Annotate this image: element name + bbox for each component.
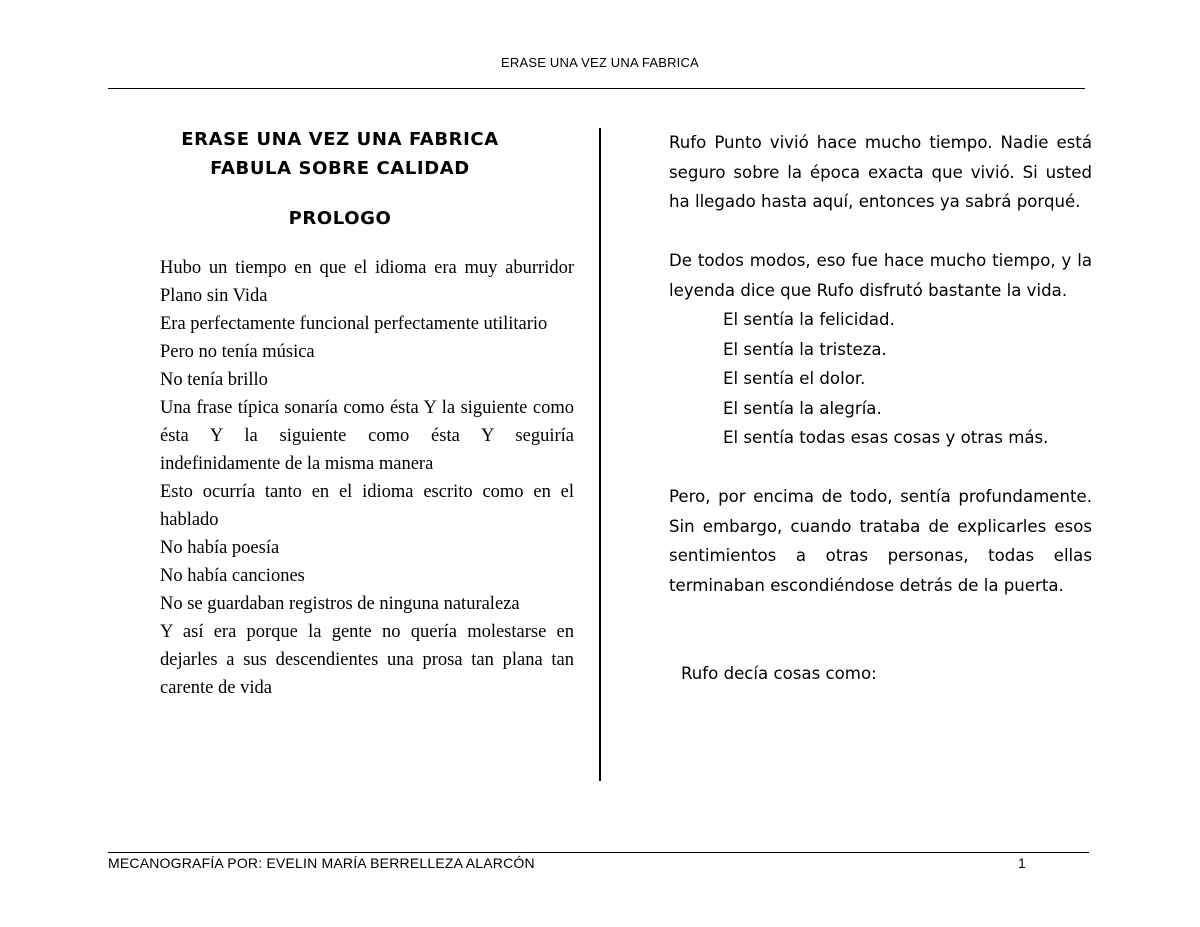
prologo-line: Hubo un tiempo en que el idioma era muy aburridor Plano sin Vida (160, 258, 574, 306)
prologo-line: Esto ocurría tanto en el idioma escrito como en el hablado (160, 482, 574, 530)
prologo-text (160, 254, 574, 702)
feeling-item: El sentía el dolor. (723, 369, 866, 388)
prologo-line: Y así era porque la gente no quería molestarse en dejarles a sus descendientes una prosa tan plana tan carente de vida (160, 622, 574, 698)
page-number: 1 (1018, 855, 1026, 871)
paragraph-legend: De todos modos, eso fue hace mucho tiempo, y la leyenda dice que Rufo disfrutó bastante la vida. (669, 251, 1092, 300)
document-title (160, 125, 520, 183)
running-header: ERASE UNA VEZ UNA FABRICA (501, 55, 699, 70)
prologo-line: Era perfectamente funcional perfectamente utilitario (160, 314, 548, 334)
right-column (669, 128, 1092, 689)
footer-divider (108, 852, 1089, 853)
paragraph-spacer (669, 217, 1092, 247)
prologo-line: No había canciones (160, 566, 305, 586)
prologo-line: Una frase típica sonaría como ésta Y la siguiente como ésta Y la siguiente como ésta Y seguiría indefinidamente de la misma manera (160, 398, 574, 474)
title-line-1: ERASE UNA VEZ UNA FABRICA (181, 129, 499, 150)
feeling-item: El sentía la alegría. (723, 398, 882, 418)
paragraph-spacer (669, 453, 1092, 483)
paragraph-intro: Rufo Punto vivió hace mucho tiempo. Nadie está seguro sobre la época exacta que vivió. Si usted ha llegado hasta aquí, entonces ya sabrá porqué. (669, 133, 1092, 211)
prologo-line: No había poesía (160, 538, 280, 558)
feeling-item: El sentía la felicidad. (723, 310, 895, 329)
prologo-line: No se guardaban registros de ninguna naturaleza (160, 594, 520, 614)
closing-line: Rufo decía cosas como: (681, 664, 877, 683)
prologo-line: No tenía brillo (160, 370, 268, 390)
footer-credit: MECANOGRAFÍA POR: EVELIN MARÍA BERRELLEZA ALARCÓN (108, 855, 535, 871)
feelings-list (669, 305, 1092, 453)
section-heading-prologo: PROLOGO (288, 208, 392, 229)
feeling-item: El sentía la tristeza. (723, 339, 887, 359)
paragraph-feelings: Pero, por encima de todo, sentía profundamente. Sin embargo, cuando trataba de explicarles esos sentimientos a otras personas, todas ellas terminaban escondiéndose detrás de la puerta. (669, 487, 1092, 595)
left-column (160, 125, 574, 702)
feeling-item: El sentía todas esas cosas y otras más. (723, 428, 1049, 447)
column-divider (599, 128, 601, 781)
header-divider (108, 88, 1085, 89)
prologo-line: Pero no tenía música (160, 342, 315, 362)
title-line-2: FABULA SOBRE CALIDAD (210, 158, 470, 179)
